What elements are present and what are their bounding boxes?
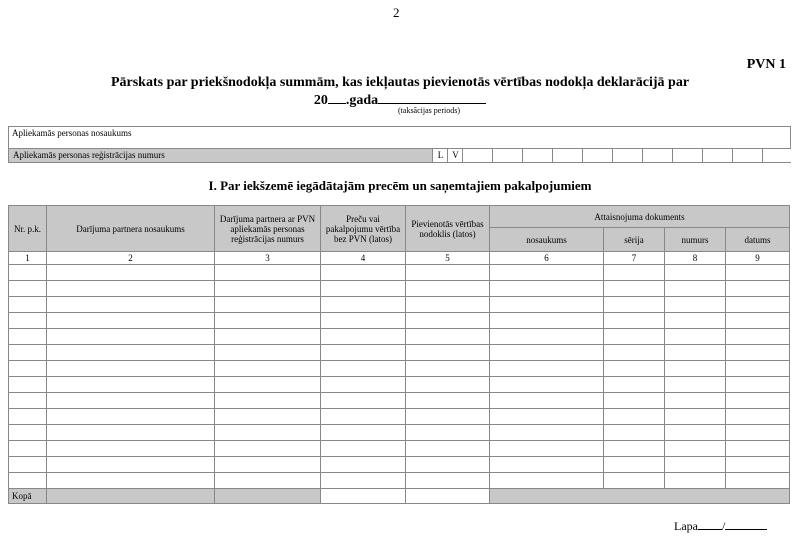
table-cell[interactable] <box>604 329 665 345</box>
taxpayer-box <box>8 126 791 163</box>
year-prefix: 20 <box>313 93 328 108</box>
taxpayer-reg-row <box>9 149 790 162</box>
total-shaded-cell <box>47 489 215 504</box>
page-number: 2 <box>393 5 400 20</box>
table-row <box>9 377 790 393</box>
table-cell[interactable] <box>604 345 665 361</box>
table-cell[interactable] <box>726 297 790 313</box>
header-nr: Nr. p.k. <box>9 206 47 252</box>
table-row <box>9 409 790 425</box>
form-code: PVN 1 <box>746 57 786 72</box>
table-cell[interactable] <box>406 345 490 361</box>
table-cell[interactable] <box>321 361 406 377</box>
table-cell[interactable] <box>47 441 215 457</box>
table-cell[interactable] <box>215 345 321 361</box>
table-cell[interactable] <box>321 393 406 409</box>
table-cell[interactable] <box>665 473 726 489</box>
table-cell[interactable] <box>604 377 665 393</box>
table-cell[interactable] <box>321 425 406 441</box>
table-cell[interactable] <box>665 441 726 457</box>
table-cell[interactable] <box>490 441 604 457</box>
table-cell[interactable] <box>726 409 790 425</box>
table-cell[interactable] <box>406 393 490 409</box>
header-vat: Pievienotās vērtības nodoklis (latos) <box>406 206 490 252</box>
table-cell[interactable] <box>490 313 604 329</box>
table-cell[interactable] <box>406 329 490 345</box>
table-row <box>9 313 790 329</box>
table-cell[interactable] <box>9 361 47 377</box>
table-cell[interactable] <box>9 425 47 441</box>
table-row <box>9 281 790 297</box>
table-cell[interactable] <box>490 409 604 425</box>
table-cell[interactable] <box>490 281 604 297</box>
table-cell[interactable] <box>215 457 321 473</box>
table-cell[interactable] <box>9 393 47 409</box>
table-cell[interactable] <box>490 377 604 393</box>
table-cell[interactable] <box>215 473 321 489</box>
reg-digit-box[interactable] <box>672 149 703 162</box>
table-cell[interactable] <box>406 425 490 441</box>
table-cell[interactable] <box>604 409 665 425</box>
table-cell[interactable] <box>406 281 490 297</box>
table-cell[interactable] <box>215 409 321 425</box>
table-cell[interactable] <box>604 473 665 489</box>
table-cell[interactable] <box>604 425 665 441</box>
taxpayer-reg-label: Apliekamās personas reģistrācijas numurs <box>13 150 165 160</box>
table-cell[interactable] <box>9 377 47 393</box>
table-cell[interactable] <box>406 361 490 377</box>
table-cell[interactable] <box>406 409 490 425</box>
table-cell[interactable] <box>321 409 406 425</box>
column-number: 9 <box>726 252 790 265</box>
header-doc-name: nosaukums <box>490 228 604 252</box>
column-number: 5 <box>406 252 490 265</box>
header-doc-series: sērija <box>604 228 665 252</box>
table-cell[interactable] <box>665 265 726 281</box>
table-cell[interactable] <box>47 281 215 297</box>
table-cell[interactable] <box>47 361 215 377</box>
title-line-1: Pārskats par priekšnodokļa summām, kas iekļautas pievienotās vērtības nodokļa deklarācijā par <box>110 75 690 90</box>
table-cell[interactable] <box>321 473 406 489</box>
header-partner-name: Darījuma partnera nosaukums <box>47 206 215 252</box>
table-cell[interactable] <box>9 409 47 425</box>
table-cell[interactable] <box>215 441 321 457</box>
table-cell[interactable] <box>604 457 665 473</box>
table-cell[interactable] <box>490 265 604 281</box>
table-cell[interactable] <box>9 329 47 345</box>
table-row <box>9 393 790 409</box>
table-cell[interactable] <box>726 473 790 489</box>
header-doc-date: datums <box>726 228 790 252</box>
column-number: 6 <box>490 252 604 265</box>
reg-digit-box[interactable] <box>552 149 583 162</box>
page-current-blank[interactable] <box>698 519 722 530</box>
table-cell[interactable] <box>9 473 47 489</box>
table-row <box>9 441 790 457</box>
reg-digit-box[interactable] <box>522 149 553 162</box>
table-cell[interactable] <box>321 329 406 345</box>
table-cell[interactable] <box>665 457 726 473</box>
table-cell[interactable] <box>726 377 790 393</box>
period-hint: (taksācijas periods) <box>398 106 460 115</box>
table-cell[interactable] <box>726 345 790 361</box>
table-cell[interactable] <box>490 297 604 313</box>
column-number: 1 <box>9 252 47 265</box>
table-cell[interactable] <box>665 313 726 329</box>
table-cell[interactable] <box>490 473 604 489</box>
table-cell[interactable] <box>47 377 215 393</box>
table-cell[interactable] <box>406 313 490 329</box>
table-cell[interactable] <box>604 265 665 281</box>
table-cell[interactable] <box>490 425 604 441</box>
table-cell[interactable] <box>604 393 665 409</box>
page-counter <box>674 519 767 534</box>
table-cell[interactable] <box>726 281 790 297</box>
reg-digit-box[interactable] <box>732 149 763 162</box>
table-cell[interactable] <box>665 393 726 409</box>
table-cell[interactable] <box>490 345 604 361</box>
reg-digit-box[interactable] <box>462 149 493 162</box>
table-row <box>9 297 790 313</box>
table-cell[interactable] <box>47 313 215 329</box>
table-cell[interactable] <box>726 361 790 377</box>
table-cell[interactable] <box>406 457 490 473</box>
table-cell[interactable] <box>726 441 790 457</box>
header-document-group: Attaisnojuma dokuments <box>490 206 790 228</box>
reg-digit-box[interactable] <box>612 149 643 162</box>
table-cell[interactable] <box>406 265 490 281</box>
column-number: 3 <box>215 252 321 265</box>
page-label: Lapa <box>674 519 698 533</box>
table-cell[interactable] <box>321 297 406 313</box>
table-cell[interactable] <box>215 313 321 329</box>
table-cell[interactable] <box>47 345 215 361</box>
table-cell[interactable] <box>321 265 406 281</box>
table-row <box>9 473 790 489</box>
table-cell[interactable] <box>665 377 726 393</box>
taxpayer-name-label: Apliekamās personas nosaukums <box>12 128 132 138</box>
table-cell[interactable] <box>9 265 47 281</box>
page-separator: / <box>721 519 726 533</box>
header-partner-reg: Darījuma partnera ar PVN apliekamās personas reģistrācijas numurs <box>215 206 321 252</box>
table-cell[interactable] <box>47 297 215 313</box>
table-cell[interactable] <box>726 393 790 409</box>
table-cell[interactable] <box>9 281 47 297</box>
table-cell[interactable] <box>321 345 406 361</box>
table-cell[interactable] <box>9 457 47 473</box>
reg-digit-box[interactable] <box>702 149 733 162</box>
table-cell[interactable] <box>47 393 215 409</box>
table-cell[interactable] <box>47 473 215 489</box>
report-title <box>0 74 800 109</box>
table-row <box>9 361 790 377</box>
table-cell[interactable] <box>47 457 215 473</box>
reg-digit-box[interactable] <box>642 149 673 162</box>
table-cell[interactable] <box>665 281 726 297</box>
table-cell[interactable] <box>321 457 406 473</box>
table-cell[interactable] <box>47 265 215 281</box>
table-cell[interactable] <box>215 393 321 409</box>
total-row <box>9 489 790 504</box>
table-row <box>9 329 790 345</box>
table-cell[interactable] <box>47 409 215 425</box>
table-cell[interactable] <box>665 329 726 345</box>
table-cell[interactable] <box>9 297 47 313</box>
table-cell[interactable] <box>47 425 215 441</box>
table-cell[interactable] <box>215 361 321 377</box>
table-cell[interactable] <box>215 265 321 281</box>
section-title: I. Par iekšzemē iegādātajām precēm un saņemtajiem pakalpojumiem <box>208 178 592 193</box>
table-cell[interactable] <box>726 329 790 345</box>
table-cell[interactable] <box>490 457 604 473</box>
table-cell[interactable] <box>604 281 665 297</box>
table-cell[interactable] <box>726 425 790 441</box>
table-row <box>9 425 790 441</box>
taxpayer-name-row[interactable] <box>9 127 790 149</box>
total-shaded-cell <box>215 489 321 504</box>
table-cell[interactable] <box>490 329 604 345</box>
table-cell[interactable] <box>604 441 665 457</box>
table-cell[interactable] <box>490 393 604 409</box>
table-cell[interactable] <box>665 345 726 361</box>
table-cell[interactable] <box>215 297 321 313</box>
table-cell[interactable] <box>321 313 406 329</box>
table-cell[interactable] <box>406 473 490 489</box>
table-cell[interactable] <box>321 281 406 297</box>
table-cell[interactable] <box>490 361 604 377</box>
table-cell[interactable] <box>665 409 726 425</box>
table-cell[interactable] <box>321 441 406 457</box>
column-number-row <box>9 252 790 265</box>
purchases-table <box>8 205 790 504</box>
table-cell[interactable] <box>9 313 47 329</box>
year-blank[interactable] <box>328 93 346 104</box>
period-blank[interactable] <box>378 91 486 104</box>
total-value-cell[interactable] <box>321 489 406 504</box>
page-total-blank[interactable] <box>725 519 767 530</box>
reg-digit-box[interactable] <box>762 149 791 162</box>
table-cell[interactable] <box>9 441 47 457</box>
year-suffix: .gada <box>345 93 379 108</box>
column-number: 7 <box>604 252 665 265</box>
table-cell[interactable] <box>665 297 726 313</box>
letter-v-box: V <box>447 149 463 162</box>
table-cell[interactable] <box>726 265 790 281</box>
reg-digit-box[interactable] <box>582 149 613 162</box>
table-cell[interactable] <box>604 313 665 329</box>
table-row <box>9 345 790 361</box>
column-number: 2 <box>47 252 215 265</box>
letter-l-box: L <box>432 149 448 162</box>
table-cell[interactable] <box>726 313 790 329</box>
table-cell[interactable] <box>406 297 490 313</box>
table-cell[interactable] <box>9 345 47 361</box>
table-cell[interactable] <box>215 329 321 345</box>
total-shaded-cell <box>490 489 790 504</box>
table-cell[interactable] <box>604 361 665 377</box>
total-vat-cell[interactable] <box>406 489 490 504</box>
header-value: Preču vai pakalpojumu vērtība bez PVN (latos) <box>321 206 406 252</box>
table-cell[interactable] <box>215 281 321 297</box>
table-cell[interactable] <box>665 361 726 377</box>
total-label: Kopā <box>9 489 47 504</box>
column-number: 8 <box>665 252 726 265</box>
column-number: 4 <box>321 252 406 265</box>
table-cell[interactable] <box>321 377 406 393</box>
table-cell[interactable] <box>604 297 665 313</box>
table-row <box>9 457 790 473</box>
reg-digit-box[interactable] <box>492 149 523 162</box>
table-cell[interactable] <box>406 377 490 393</box>
table-cell[interactable] <box>726 457 790 473</box>
table-row <box>9 265 790 281</box>
header-doc-number: numurs <box>665 228 726 252</box>
table-cell[interactable] <box>406 441 490 457</box>
table-cell[interactable] <box>215 377 321 393</box>
table-cell[interactable] <box>665 425 726 441</box>
table-cell[interactable] <box>47 329 215 345</box>
table-cell[interactable] <box>215 425 321 441</box>
